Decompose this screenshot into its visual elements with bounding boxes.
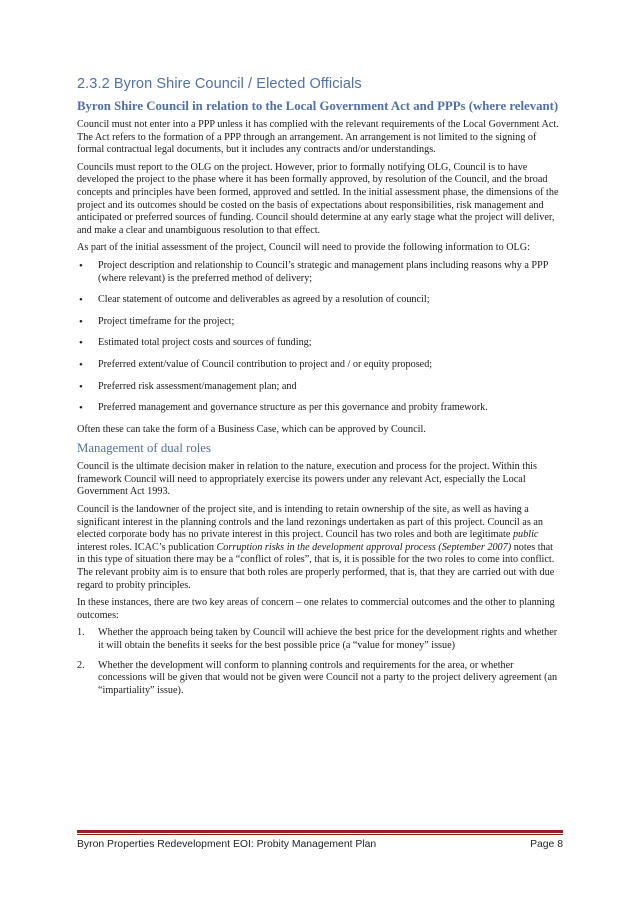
landowner-text-1: Council is the landowner of the project site, and is intending to retain ownership of the site, as well as having a significant interest in the planning controls and the land rezonings undertaken as part of this project. Council as an elected corporate body has no private interest in this project. Council has two roles and both are legitimate bbox=[77, 504, 543, 541]
document-page bbox=[77, 76, 563, 704]
list-item: • Preferred risk assessment/management plan; and bbox=[77, 381, 563, 394]
list-item: • Clear statement of outcome and deliverables as agreed by a resolution of council; bbox=[77, 294, 563, 307]
paragraph-ppp-requirements: Council must not enter into a PPP unless it has complied with the relevant requirements of the Local Government Act. The Act refers to the formation of a PPP through an arrangement. An arrangement is not limited to the signing of formal contractual legal documents, but it includes any contracts and/or understandings. bbox=[77, 119, 559, 156]
heading-dual-roles: Management of dual roles bbox=[77, 441, 211, 456]
icac-publication-title: Corruption risks in the development approval process (September 2007) bbox=[216, 541, 512, 553]
list-item: • Project timeframe for the project; bbox=[77, 316, 563, 329]
footer-document-title: Byron Properties Redevelopment EOI: Probity Management Plan bbox=[77, 839, 377, 850]
item-text: Whether the development will conform to planning controls and requirements for the area, or whether concessions will be given that would not be given were Council not a party to the project delivery agreement (an “impartiality” issue). bbox=[98, 659, 558, 696]
numbered-item bbox=[77, 627, 563, 652]
list-item: • Estimated total project costs and sources of funding; bbox=[77, 337, 563, 350]
item-number: 2. bbox=[77, 659, 85, 671]
olg-information-list bbox=[77, 260, 563, 415]
paragraph-areas-of-concern: In these instances, there are two key areas of concern – one relates to commercial outcomes and the other to planning outcomes: bbox=[77, 597, 555, 621]
footer-divider-thin bbox=[77, 834, 563, 835]
concerns-list bbox=[77, 627, 563, 697]
paragraph-decision-maker: Council is the ultimate decision maker in relation to the nature, execution and process for the project. Within this framework Council will need to appropriately exercise its powers under any relevant Act, especially the Local Government Act 1993. bbox=[77, 461, 537, 498]
list-item: • Preferred extent/value of Council contribution to project and / or equity proposed; bbox=[77, 359, 563, 372]
landowner-text-2: interest roles. ICAC’s publication bbox=[77, 541, 217, 553]
numbered-item bbox=[77, 660, 563, 698]
paragraph-report-to-olg: Councils must report to the OLG on the project. However, prior to formally notifying OLG, Council is to have developed the project to the phase where it has been formally approved, by resolution of the Council, and the broad concepts and principles have been formed, approved and settled. In the initial assessment phase, the dimensions of the project and its outcomes should be costed on the basis of expectations about responsibilities, risk management and anticipated or preferred sources of funding. Council should determine at any early stage what the project will deliver, and make a clear and unambiguous resolution to that effect. bbox=[77, 161, 559, 236]
item-text: Whether the approach being taken by Council will achieve the best price for the development rights and whether it will obtain the benefits it seeks for the best possible price (a “value for money” issue) bbox=[98, 627, 558, 651]
footer-page-number: Page 8 bbox=[530, 839, 563, 850]
heading-local-government-act: Byron Shire Council in relation to the Local Government Act and PPPs (where relevant) bbox=[77, 99, 559, 113]
footer-divider-thick bbox=[77, 830, 563, 833]
page-footer bbox=[77, 839, 563, 850]
list-item: • Preferred management and governance structure as per this governance and probity framework. bbox=[77, 402, 563, 415]
landowner-text-3: notes that in this type of situation there may be a “conflict of roles”, that is, it is possible for the two roles to come into conflict. The relevant probity aim is to ensure that both roles are properly performed, that is, that they are carried out with due regard to probity principles. bbox=[77, 541, 555, 591]
section-title: 2.3.2 Byron Shire Council / Elected Officials bbox=[77, 76, 362, 92]
paragraph-initial-assessment: As part of the initial assessment of the project, Council will need to provide the following information to OLG: bbox=[77, 242, 530, 254]
paragraph-landowner bbox=[77, 504, 563, 592]
paragraph-business-case: Often these can take the form of a Business Case, which can be approved by Council. bbox=[77, 423, 426, 435]
item-number: 1. bbox=[77, 627, 85, 639]
landowner-emphasis-public: public bbox=[512, 529, 539, 541]
list-item: • Project description and relationship to Council’s strategic and management plans including reasons why a PPP (where relevant) is the preferred method of delivery; bbox=[77, 260, 563, 285]
